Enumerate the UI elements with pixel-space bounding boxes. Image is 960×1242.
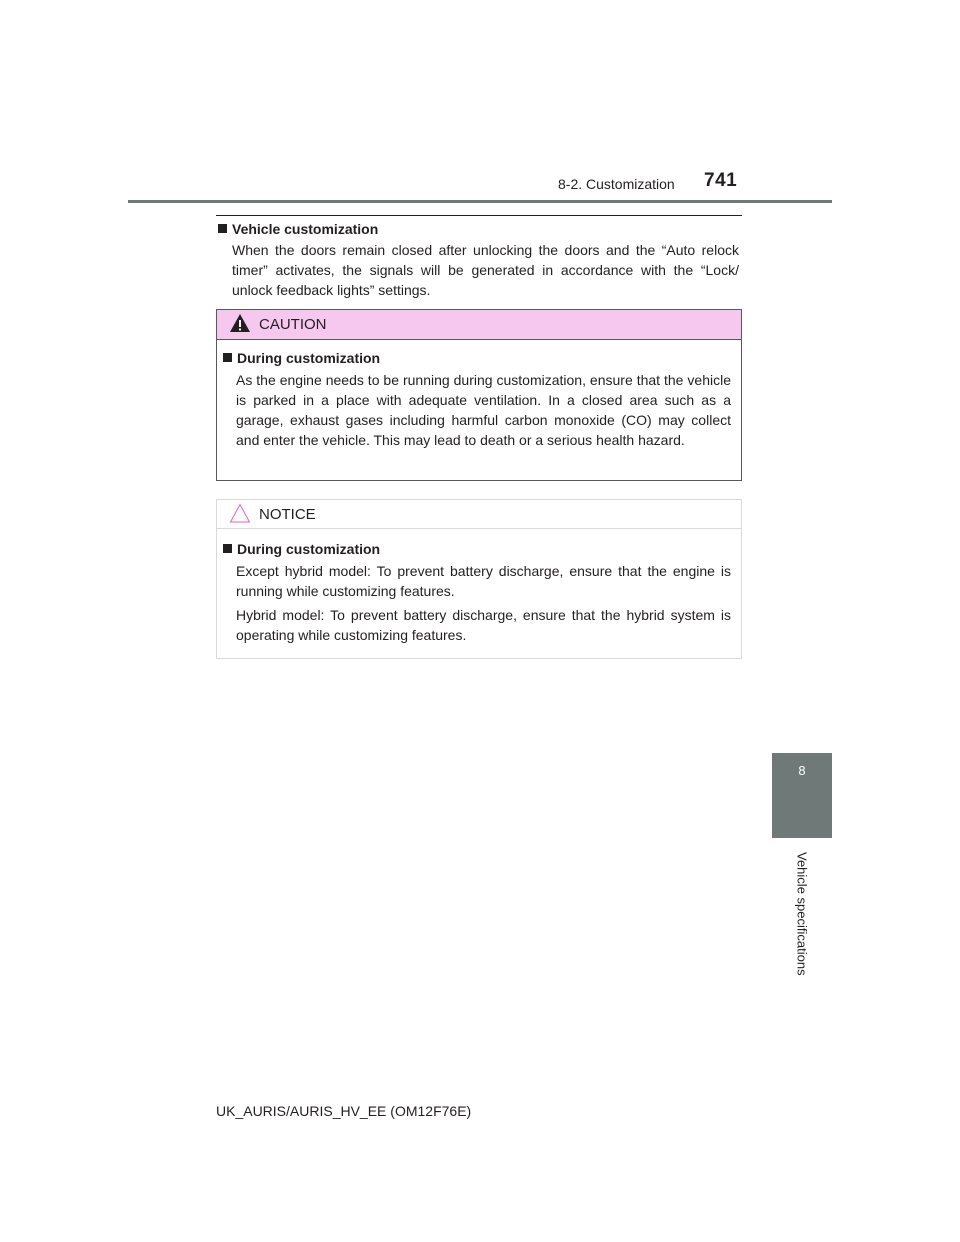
side-chapter-tab <box>772 753 832 838</box>
notice-box <box>216 499 742 659</box>
square-bullet-icon <box>223 544 232 553</box>
vehicle-customization-heading: Vehicle customization <box>218 221 378 237</box>
content-rule <box>216 215 742 216</box>
chapter-label: Vehicle specifications <box>794 852 810 976</box>
header-section-title: 8-2. Customization <box>558 176 675 192</box>
caution-heading: During customization <box>223 350 380 366</box>
caution-title: CAUTION <box>259 316 327 333</box>
notice-text-2: Hybrid model: To prevent battery discharge, ensure that the hybrid system is operating while customizing features. <box>236 607 731 643</box>
header-rule <box>128 200 832 203</box>
notice-triangle-icon <box>229 503 251 523</box>
notice-title: NOTICE <box>259 506 316 523</box>
warning-triangle-icon <box>229 313 251 333</box>
notice-header <box>217 500 741 529</box>
chapter-number: 8 <box>798 763 806 778</box>
caution-box <box>216 309 742 481</box>
page-number: 741 <box>704 170 738 191</box>
square-bullet-icon <box>218 224 227 233</box>
notice-text-1: Except hybrid model: To prevent battery discharge, ensure that the engine is running while customizing features. <box>236 563 731 599</box>
notice-heading: During customization <box>223 541 380 557</box>
caution-header <box>217 310 741 340</box>
square-bullet-icon <box>223 353 232 362</box>
footer-document-code: UK_AURIS/AURIS_HV_EE (OM12F76E) <box>216 1103 472 1119</box>
vehicle-customization-text: When the doors remain closed after unlocking the doors and the “Auto relock timer” activates, the signals will be generated in accordance with the “Lock/ unlock feedback lights” settings. <box>232 242 739 298</box>
caution-text: As the engine needs to be running during customization, ensure that the vehicle is parked in a place with adequate ventilation. In a closed area such as a garage, exhaust gases including harmful carbon monoxide (CO) may collect and enter the vehicle. This may lead to death or a serious health hazard. <box>236 372 731 448</box>
